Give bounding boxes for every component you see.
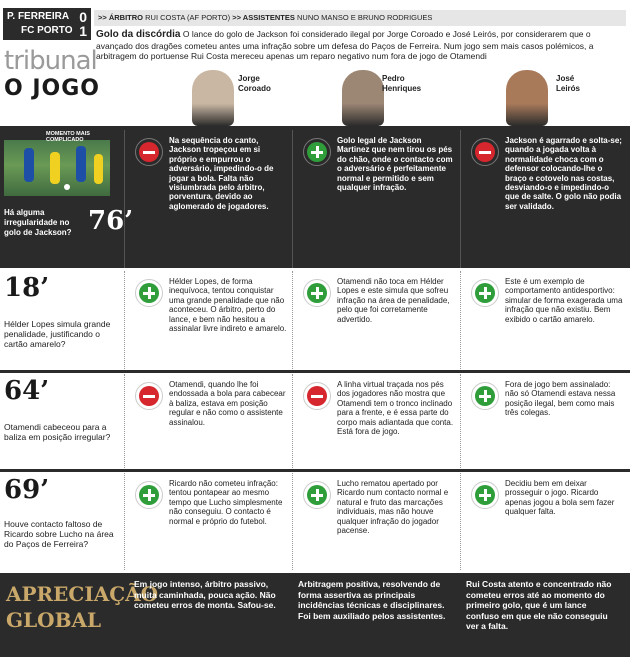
question-text: Há alguma irregularidade no golo de Jackson? — [4, 208, 72, 237]
minute-label: 64’ — [4, 376, 50, 406]
plus-icon — [303, 279, 331, 307]
judge-2 — [336, 70, 496, 128]
judge-last-name: Coroado — [238, 84, 271, 93]
judge-name — [382, 74, 421, 94]
question-cell — [0, 130, 134, 268]
plus-icon — [471, 382, 499, 410]
referee-bar — [94, 10, 626, 26]
verdict-row-69 — [0, 473, 630, 570]
judge-first-name: Jorge — [238, 74, 260, 83]
assistants-names: NUNO MANSO E BRUNO RODRIGUES — [296, 13, 433, 22]
momento-label: MOMENTO MAIS COMPLICADO — [46, 131, 90, 143]
minute-label: 69’ — [4, 475, 50, 505]
minute-label: 76’ — [88, 206, 134, 236]
verdict-cell — [460, 473, 627, 570]
verdict-cell — [292, 374, 459, 468]
verdict-text: Fora de jogo bem assinalado: não só Otamendi estava nessa posição ilegal, bem como mais três colegas. — [505, 380, 616, 418]
verdict-cell — [292, 130, 459, 268]
judge-3 — [496, 70, 626, 128]
assessment-text: Rui Costa atento e concentrado não cometeu erros até ao momento do primeiro golo, que é um lance confuso em que ele não conseguiu ver a falta. — [466, 579, 612, 631]
judge-name — [238, 74, 271, 94]
minus-icon — [471, 138, 499, 166]
question-text: Hélder Lopes simula grande penalidade, justificando o cartão amarelo? — [4, 319, 111, 349]
verdict-text: Otamendi não toca em Hélder Lopes e este simula que sofreu infração na área de penalidade, pelo que foi corretamente advertido. — [337, 277, 450, 324]
minus-icon — [303, 382, 331, 410]
verdict-text: Golo legal de Jackson Martinez que nem tirou os pés do chão, onde o contacto com o adversário é perfeitamente normal e permitido e sem qualquer infração. — [337, 136, 453, 193]
plus-icon — [471, 481, 499, 509]
verdict-text: A linha virtual traçada nos pés dos jogadores não mostra que Otamendi tem o tronco inclinado para a frente, e é essa parte do corpo mais adiantada que conta. Está fora de jogo. — [337, 380, 454, 437]
assessment-title-line1: APRECIAÇÃO — [6, 582, 159, 606]
judge-first-name: Pedro — [382, 74, 405, 83]
team-away: FC PORTO — [21, 25, 73, 36]
plus-icon — [303, 138, 331, 166]
minus-icon — [135, 382, 163, 410]
team-home: P. FERREIRA — [7, 11, 70, 22]
verdict-cell — [460, 271, 627, 369]
verdict-cell — [292, 473, 459, 570]
verdict-text: Jackson é agarrado e solta-se; quando a jogada volta à normalidade choca com o defensor colocando-lhe o braço e cotovelo nas costas, desviando-o e impedindo-o que de salte. O golo não podia ser validado. — [505, 136, 622, 211]
brand-ojogo: O JOGO — [4, 76, 101, 101]
verdict-text: Decidiu bem em deixar prosseguir o jogo. Ricardo apenas jogou a bola sem fazer qualquer falta. — [505, 479, 615, 517]
score-away: 1 — [79, 23, 87, 39]
global-assessment — [0, 573, 630, 657]
intro-text: O lance do golo de Jackson foi considerado ilegal por Jorge Coroado e José Leirós, por considerarem que o avançado dos dragões cometeu antes uma infração sobre um defesa do Paços de Ferreira. Num jogo sem mais casos polémicos, a arbitragem do portuense Rui Costa mereceu apenas um reparo negativo num fora de jogo de Otamendi — [96, 29, 594, 61]
judge-last-name: Henriques — [382, 84, 422, 93]
verdict-cell — [292, 271, 459, 369]
plus-icon — [303, 481, 331, 509]
question-cell — [0, 271, 120, 369]
judge-last-name: Leirós — [556, 84, 581, 93]
verdict-cell — [124, 473, 291, 570]
verdict-text: Na sequência do canto, Jackson tropeçou em si próprio e empurrou o adversário, impedindo-o de jogar a bola. Falta não visiumbrada pelo árbitro, porventura, devido ao aglomerado de jogadores. — [169, 136, 274, 211]
verdict-text: Otamendi, quando lhe foi endossada a bola para cabecear à baliza, estava em posição regular e não como o assistente assinalou. — [169, 380, 286, 427]
judge-photo — [506, 70, 548, 126]
minus-icon — [135, 138, 163, 166]
judge-name — [556, 74, 580, 94]
verdict-text: Ricardo não cometeu infração: tentou pontapear ao mesmo tempo que Lucho simplesmente não conseguiu. O contacto é normal e próprio do futebol. — [169, 479, 283, 526]
verdict-text: Lucho rematou apertado por Ricardo num contacto normal e natural e fruto das marcações individuais, mas não houve qualquer infração do jogador pacense. — [337, 479, 449, 536]
judge-photo — [342, 70, 384, 126]
question-cell — [0, 473, 120, 570]
judge-first-name: José — [556, 74, 575, 83]
assessment-text: Em jogo intenso, árbitro passivo, muita caminhada, pouca ação. Não cometeu erros de monta. Safou-se. — [134, 579, 276, 610]
verdict-row-76 — [0, 130, 630, 268]
question-cell — [0, 374, 120, 468]
row-divider — [0, 370, 630, 373]
brand-tribunal: tribunal — [4, 46, 97, 76]
verdict-cell — [124, 374, 291, 468]
plus-icon — [135, 481, 163, 509]
intro-lead: Golo da discórdia — [96, 29, 181, 40]
referee-name: RUI COSTA (AF PORTO) — [145, 13, 231, 22]
match-photo — [4, 140, 110, 196]
verdict-row-64 — [0, 374, 630, 468]
plus-icon — [135, 279, 163, 307]
question-text: Otamendi cabeceou para a baliza em posição irregular? — [4, 422, 111, 442]
verdict-text: Hélder Lopes, de forma inequívoca, tentou conquistar uma grande penalidade que não aconteceu. O árbitro, perto do lance, e bem não hesitou a assinalar livre indireto e amarelo. — [169, 277, 287, 334]
scoreboard — [3, 8, 91, 40]
header — [0, 0, 630, 130]
question-text: Houve contacto faltoso de Ricardo sobre Lucho na área do Paços de Ferreira? — [4, 519, 114, 549]
verdict-text: Este é um exemplo de comportamento antidesportivo: simular de forma exagerada uma infração que não existiu. Bem exibido o cartão amarelo. — [505, 277, 623, 324]
verdict-cell — [124, 271, 291, 369]
row-divider — [0, 469, 630, 472]
judge-1 — [188, 70, 348, 128]
plus-icon — [471, 279, 499, 307]
verdict-cell — [460, 130, 627, 268]
verdict-cell — [124, 130, 291, 268]
verdict-row-18 — [0, 271, 630, 369]
judge-photo — [192, 70, 234, 126]
referee-prefix: >> ÁRBITRO — [98, 13, 144, 22]
verdict-cell — [460, 374, 627, 468]
assessment-text: Arbitragem positiva, resolvendo de forma assertiva as principais incidências técnicas e disciplinares. Foi bem auxiliado pelos assistentes. — [298, 579, 446, 621]
assessment-title-line2: GLOBAL — [6, 608, 102, 632]
score-home: 0 — [79, 9, 87, 25]
minute-label: 18’ — [4, 273, 50, 303]
assistants-prefix: >> ASSISTENTES — [232, 13, 295, 22]
intro-paragraph — [96, 29, 624, 62]
